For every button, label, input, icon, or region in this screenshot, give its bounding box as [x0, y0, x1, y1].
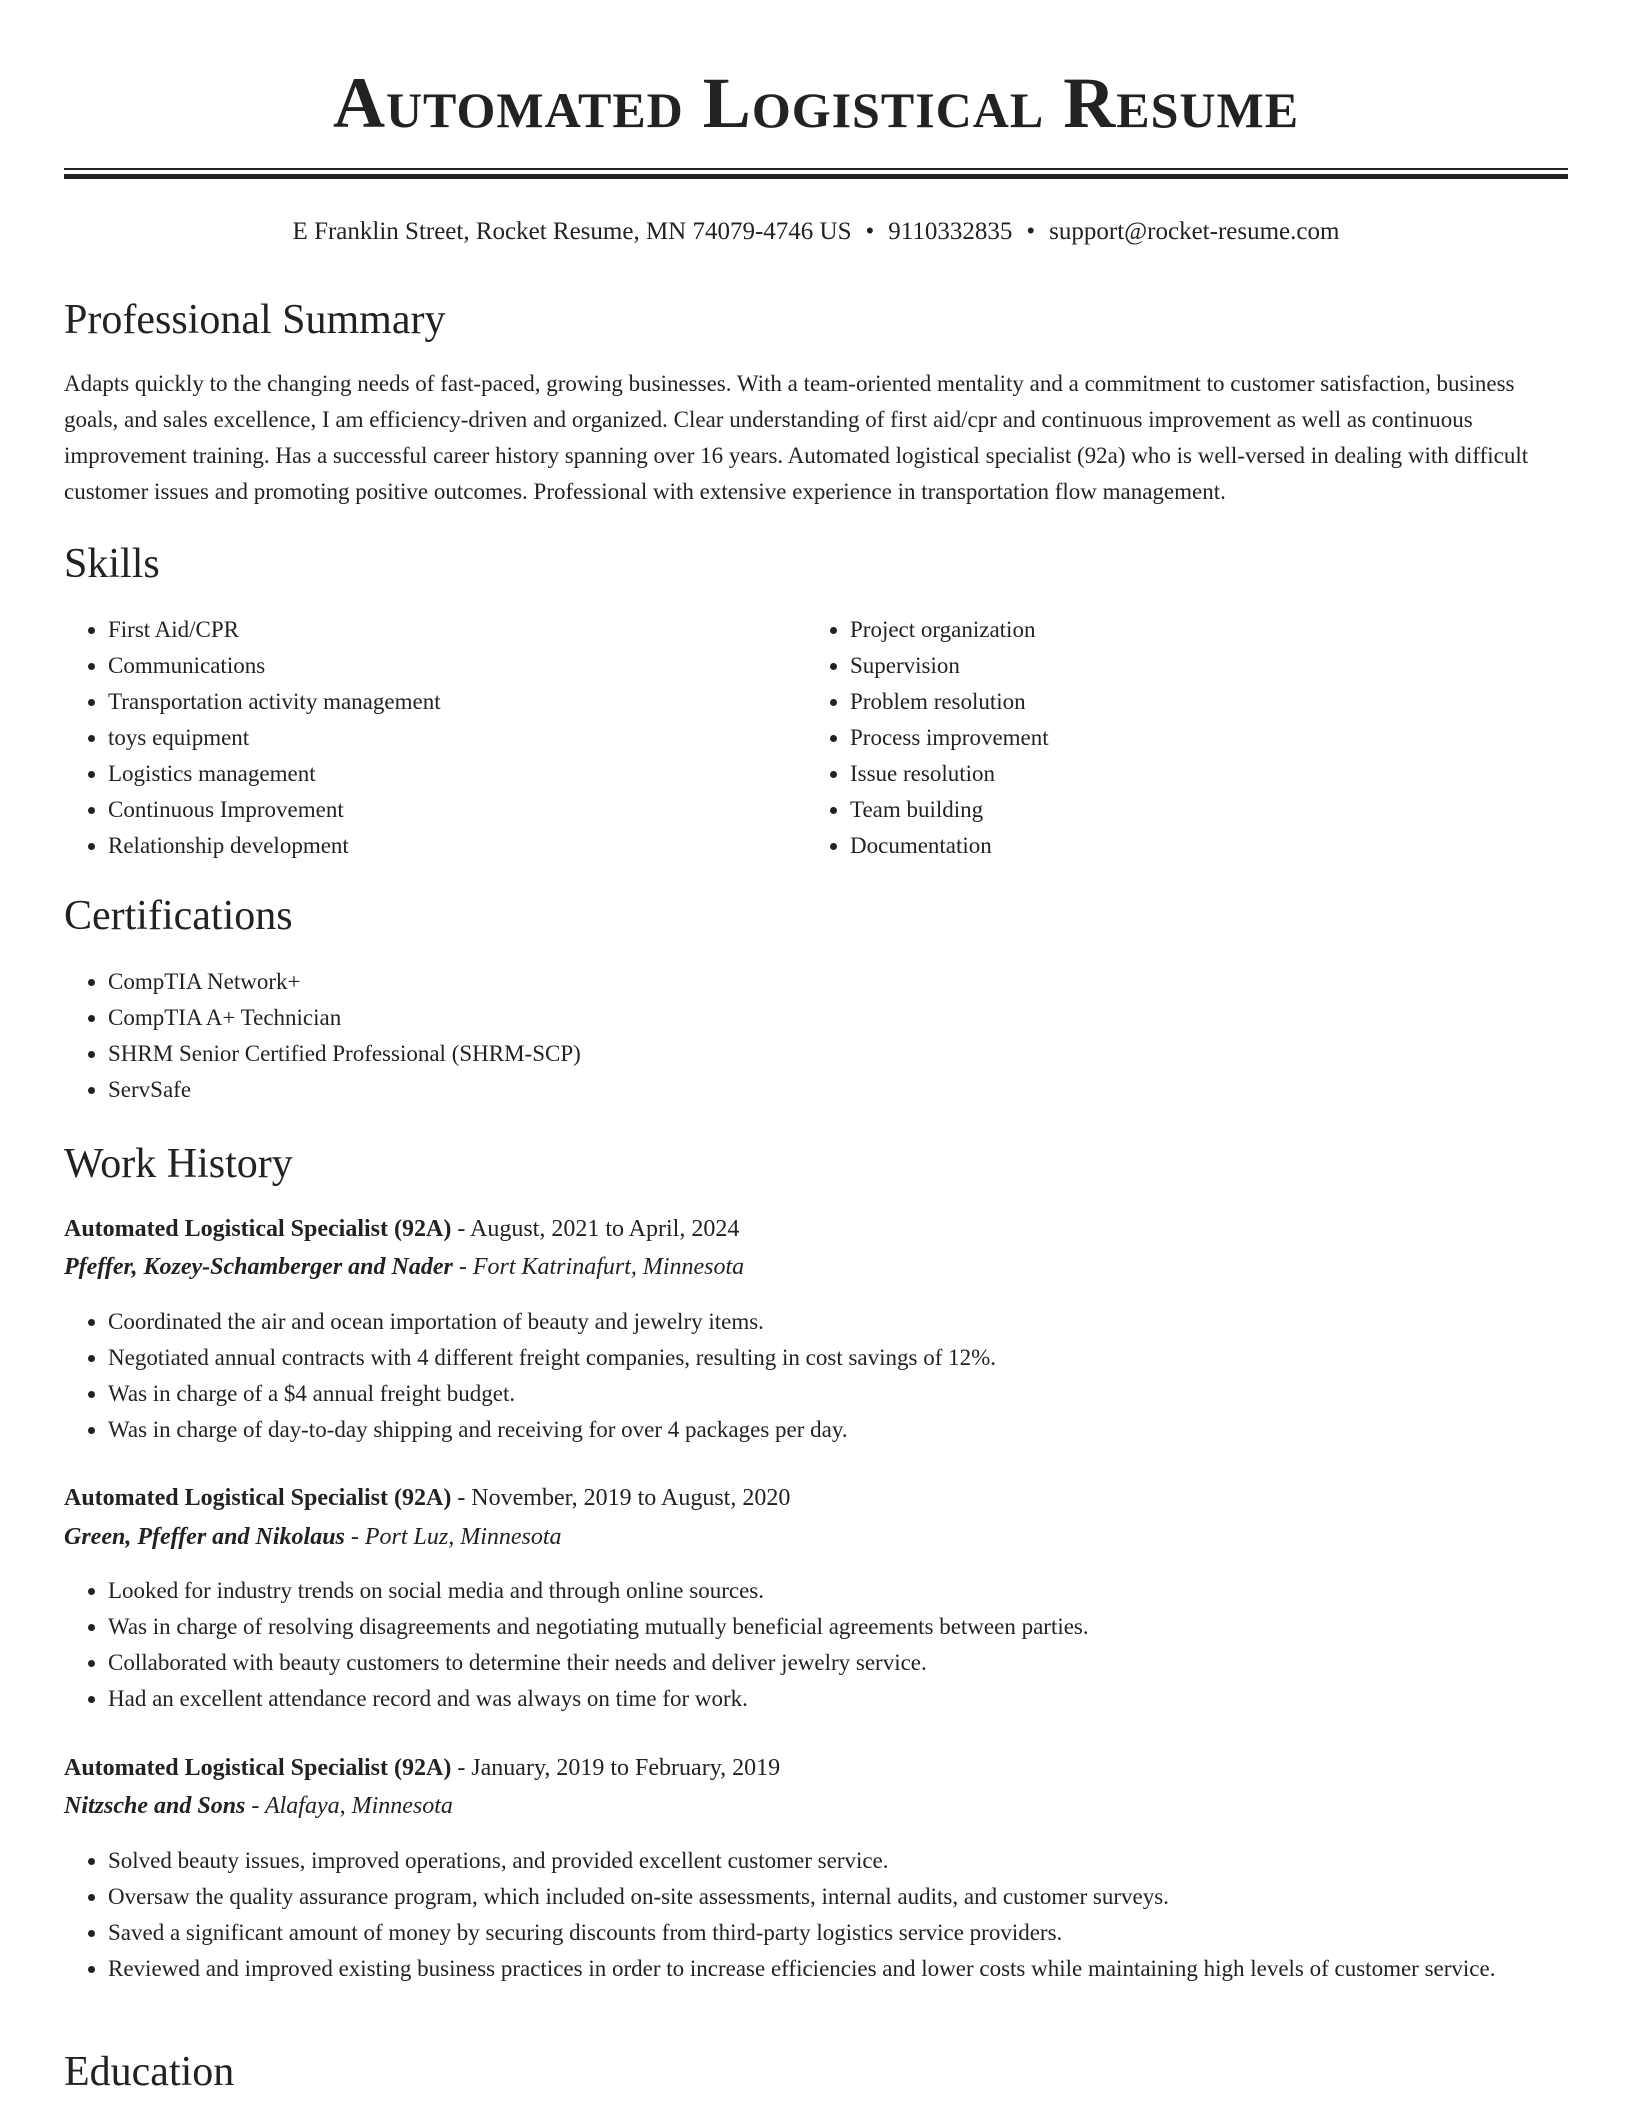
- job-company: Pfeffer, Kozey-Schamberger and Nader: [64, 1254, 453, 1280]
- skill-item: • Communications: [108, 648, 788, 684]
- job-bullet: • Was in charge of resolving disagreements and negotiating mutually beneficial agreements between parties.: [108, 1609, 1570, 1645]
- certification-item: • SHRM Senior Certified Professional (SHRM-SCP): [108, 1036, 1548, 1072]
- contact-email: support@rocket-resume.com: [1049, 218, 1340, 245]
- job-bullet: • Looked for industry trends on social media and through online sources.: [108, 1573, 1570, 1609]
- title-divider-thick: [64, 174, 1568, 179]
- job-title: Automated Logistical Specialist (92A): [64, 1216, 452, 1242]
- contact-phone: 9110332835: [888, 218, 1013, 245]
- skills-heading: Skills: [64, 541, 160, 587]
- skill-item: • Process improvement: [850, 720, 1550, 756]
- skill-item: • Documentation: [850, 828, 1550, 864]
- contact-separator: •: [1026, 218, 1036, 245]
- job-company-line: [64, 1519, 562, 1555]
- contact-address: E Franklin Street, Rocket Resume, MN 74079-4746 US: [292, 218, 852, 245]
- job-title-line: [64, 1750, 780, 1786]
- job-location: - Port Luz, Minnesota: [344, 1524, 562, 1550]
- skill-item: • First Aid/CPR: [108, 612, 788, 648]
- skills-list-right: [806, 612, 1550, 864]
- job-bullets: [64, 1304, 1570, 1448]
- title-divider-thin: [64, 168, 1568, 170]
- job-company-line: [64, 1788, 453, 1824]
- skill-item: • Team building: [850, 792, 1550, 828]
- job-bullet: • Collaborated with beauty customers to determine their needs and deliver jewelry service.: [108, 1645, 1570, 1681]
- job-company: Green, Pfeffer and Nikolaus: [64, 1524, 345, 1550]
- job-bullets: [64, 1843, 1570, 1987]
- job-bullet: • Coordinated the air and ocean importation of beauty and jewelry items.: [108, 1304, 1570, 1340]
- job-company: Nitzsche and Sons: [64, 1793, 246, 1819]
- skill-item: • Project organization: [850, 612, 1550, 648]
- certifications-heading: Certifications: [64, 893, 293, 939]
- certification-item: • ServSafe: [108, 1072, 1548, 1108]
- job-dates: - January, 2019 to February, 2019: [451, 1755, 781, 1781]
- job-bullet: • Solved beauty issues, improved operations, and provided excellent customer service.: [108, 1843, 1570, 1879]
- job-title: Automated Logistical Specialist (92A): [64, 1485, 452, 1511]
- job-dates: - August, 2021 to April, 2024: [451, 1216, 740, 1242]
- job-bullets: [64, 1573, 1570, 1717]
- job-bullet: • Negotiated annual contracts with 4 different freight companies, resulting in cost savings of 12%.: [108, 1340, 1570, 1376]
- job-bullet: • Was in charge of a $4 annual freight budget.: [108, 1376, 1570, 1412]
- skills-list-left: [64, 612, 788, 864]
- summary-heading: Professional Summary: [64, 297, 446, 343]
- skill-item: • Issue resolution: [850, 756, 1550, 792]
- job-location: - Fort Katrinafurt, Minnesota: [452, 1254, 745, 1280]
- resume-title: Automated Logistical Resume: [332, 63, 1300, 143]
- education-heading: Education: [64, 2049, 235, 2095]
- skill-item: • Supervision: [850, 648, 1550, 684]
- job-bullet: • Had an excellent attendance record and was always on time for work.: [108, 1681, 1570, 1717]
- job-title-line: [64, 1480, 790, 1516]
- job-location: - Alafaya, Minnesota: [245, 1793, 453, 1819]
- skill-item: • Relationship development: [108, 828, 788, 864]
- contact-line: [0, 214, 1632, 250]
- skill-item: • Transportation activity management: [108, 684, 788, 720]
- skill-item: • Continuous Improvement: [108, 792, 788, 828]
- job-bullet: • Was in charge of day-to-day shipping and receiving for over 4 packages per day.: [108, 1412, 1570, 1448]
- summary-text: Adapts quickly to the changing needs of fast-paced, growing businesses. With a team-oriented mentality and a commitment to customer satisfaction, business goals, and sales excellence, I am efficiency-driven and organized. Clear understanding of first aid/cpr and continuous improvement as well as continuous improvement training. Has a successful career history spanning over 16 years. Automated logistical specialist (92a) who is well-versed in dealing with difficult customer issues and promoting positive outcomes. Professional with extensive experience in transportation flow management.: [64, 371, 1529, 504]
- skill-item: • Problem resolution: [850, 684, 1550, 720]
- skill-item: • Logistics management: [108, 756, 788, 792]
- job-dates: - November, 2019 to August, 2020: [451, 1485, 791, 1511]
- job-bullet: • Oversaw the quality assurance program, which included on-site assessments, internal audits, and customer surveys.: [108, 1879, 1570, 1915]
- certification-item: • CompTIA A+ Technician: [108, 1000, 1548, 1036]
- job-company-line: [64, 1249, 744, 1285]
- job-bullet: • Reviewed and improved existing business practices in order to increase efficiencies and lower costs while maintaining high levels of customer service.: [108, 1951, 1570, 1987]
- job-title-line: [64, 1211, 739, 1247]
- job-bullet: • Saved a significant amount of money by securing discounts from third-party logistics service providers.: [108, 1915, 1570, 1951]
- skill-item: • toys equipment: [108, 720, 788, 756]
- work-history-heading: Work History: [64, 1141, 293, 1187]
- certification-item: • CompTIA Network+: [108, 964, 1548, 1000]
- job-title: Automated Logistical Specialist (92A): [64, 1755, 452, 1781]
- certifications-list: [64, 964, 1548, 1108]
- contact-separator: •: [865, 218, 875, 245]
